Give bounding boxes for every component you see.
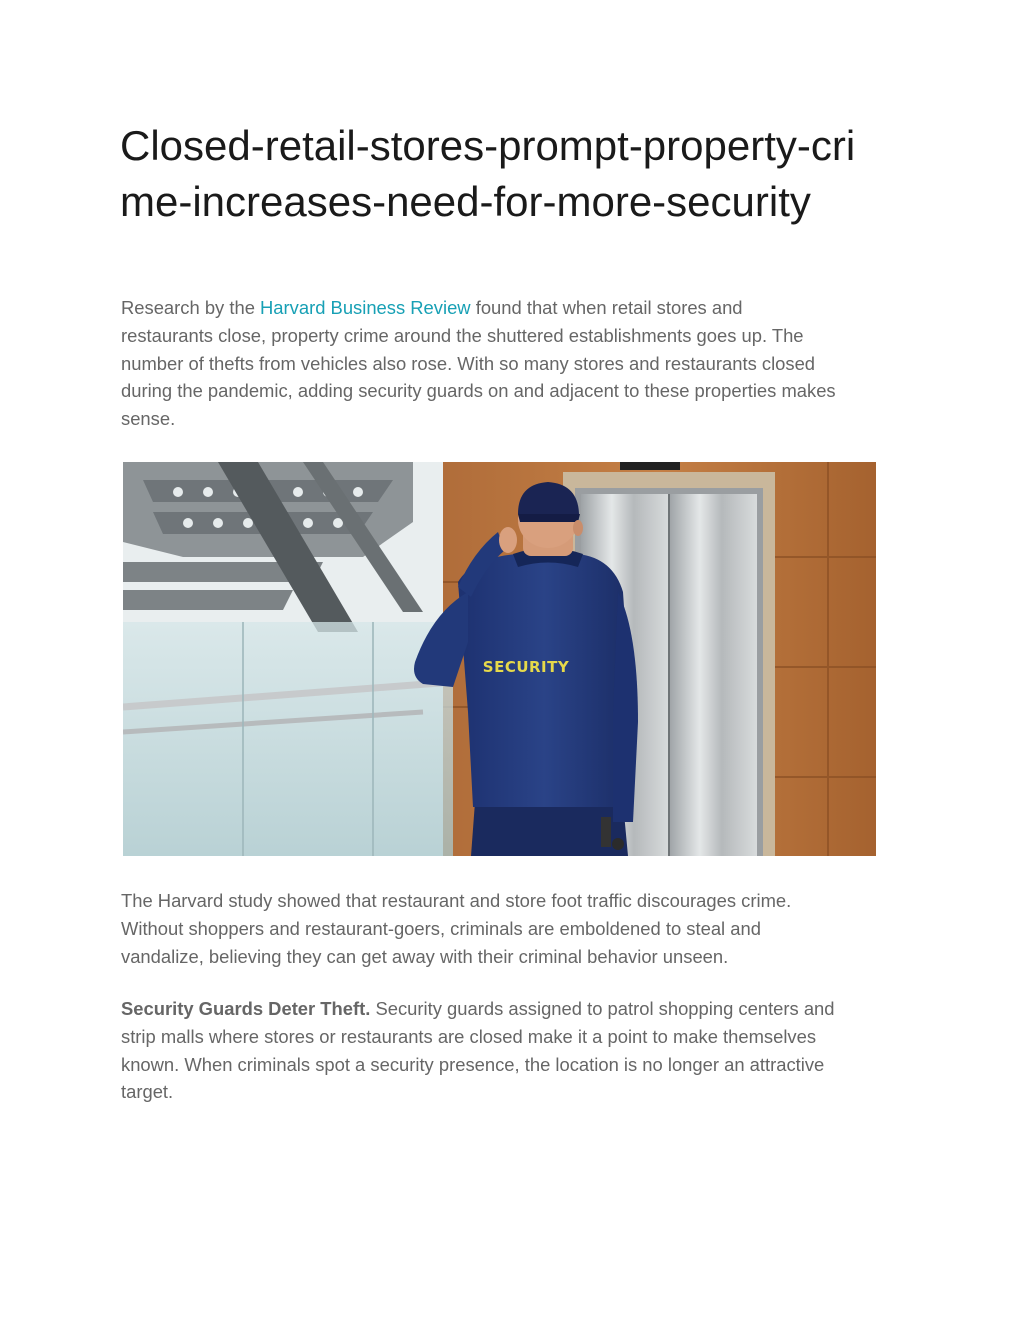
deter-line-2: strip malls where stores or restaurants are closed make it a point to make themselves: [121, 1025, 817, 1047]
intro-line-1-suffix: found that when retail stores and: [470, 297, 743, 318]
title-line-1: Closed-retail-stores-prompt-property-cri: [120, 122, 856, 169]
deter-line-1-rest: Security guards assigned to patrol shopping centers and: [370, 998, 835, 1019]
jacket-security-text: SECURITY: [482, 658, 570, 676]
study-line-2: Without shoppers and restaurant-goers, criminals are emboldened to steal and: [121, 917, 761, 939]
intro-line-4: during the pandemic, adding security guards on and adjacent to these properties makes: [121, 380, 836, 402]
harvard-business-review-link[interactable]: Harvard Business Review: [260, 297, 471, 318]
study-line-1: The Harvard study showed that restaurant and store foot traffic discourages crime.: [121, 890, 792, 911]
harvard-study-paragraph: [121, 887, 911, 970]
deter-line-3: known. When criminals spot a security presence, the location is no longer an attractive: [121, 1053, 825, 1075]
security-guard-photo: [123, 462, 876, 856]
title-line-2: me-increases-need-for-more-security: [120, 178, 811, 225]
deter-theft-paragraph: [121, 995, 911, 1106]
deter-line-4: target.: [121, 1081, 174, 1103]
intro-line-5: sense.: [121, 408, 176, 430]
intro-line-3: number of thefts from vehicles also rose. With so many stores and restaurants closed: [121, 352, 816, 374]
intro-line-2: restaurants close, property crime around the shuttered establishments goes up. The: [121, 324, 804, 346]
page-title: [120, 118, 920, 230]
deter-theft-heading: Security Guards Deter Theft.: [121, 998, 371, 1019]
intro-paragraph: [121, 294, 911, 433]
deter-line-1: [121, 995, 911, 1023]
intro-line-1: [121, 294, 911, 322]
study-line-3: vandalize, believing they can get away with their criminal behavior unseen.: [121, 945, 729, 967]
intro-prefix: Research by the: [121, 297, 261, 318]
